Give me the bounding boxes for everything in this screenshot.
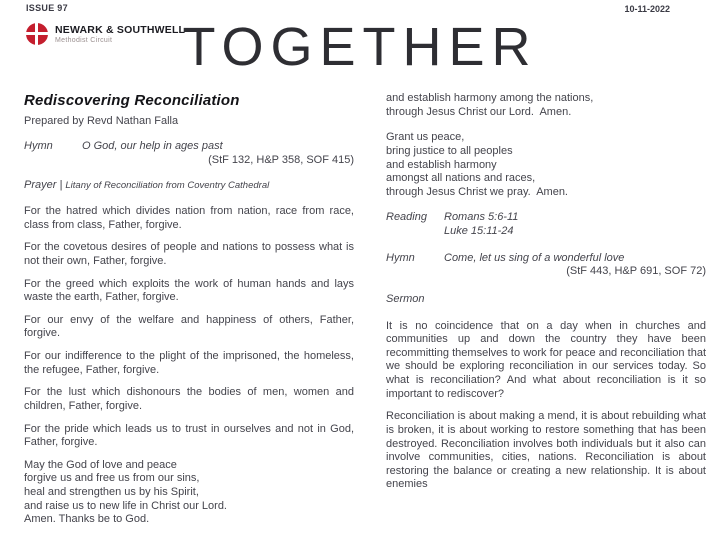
peace-prayer-line: amongst all nations and races, [386, 172, 536, 185]
hymn-reference: (StF 443, H&P 691, SOF 72) [566, 265, 706, 278]
left-column [24, 92, 354, 539]
newsletter-body [0, 90, 720, 539]
article-heading: Rediscovering Reconciliation [24, 92, 240, 109]
closing-prayer-line: Amen. Thanks be to God. [24, 513, 150, 526]
hymn-reference: (StF 132, H&P 358, SOF 415) [208, 153, 354, 166]
continuation-line: and establish harmony among the nations, [386, 92, 594, 104]
peace-prayer [386, 131, 706, 199]
reading-reference: Luke 15:11-24 [444, 225, 514, 237]
prayer-heading [24, 179, 354, 193]
sermon-paragraph: Reconciliation is about making a mend, it is about rebuilding what is broken, it is about working to restore something that has been destroyed. Reconciliation involves both individuals but it also can involve communities, cities, nations. Reconciliation is about restoring the balance or creating a new relationship. It is about enemies [386, 410, 706, 491]
sermon-paragraph: It is no coincidence that on a day when in churches and communities up and down the country they have been recommitting themselves to work for peace and reconciliation that we should be exploring reconciliation in our services today. So what is reconciliation? And what about reconciliation is it so important to rediscover? [386, 319, 706, 400]
peace-prayer-line: through Jesus Christ we pray. Amen. [386, 185, 568, 198]
hymn-label: Hymn [24, 140, 53, 153]
closing-prayer-line: heal and strengthen us by his Spirit, [24, 486, 199, 499]
hymn-block-1 [24, 140, 354, 167]
reading-reference: Romans 5:6-11 [444, 211, 519, 224]
litany-paragraph: For the pride which leads us to trust in ourselves and not in God, Father, forgive. [24, 422, 354, 449]
prayer-continuation [386, 92, 706, 119]
peace-prayer-line: bring justice to all peoples [386, 144, 513, 157]
sermon-label: Sermon [386, 292, 425, 305]
prayer-label: Prayer [24, 179, 57, 192]
closing-prayer-line: forgive us and free us from our sins, [24, 472, 200, 485]
issue-number: ISSUE 97 [26, 3, 68, 13]
litany-paragraph: For the greed which exploits the work of human hands and lays waste the earth, Father, forgive. [24, 277, 354, 304]
peace-prayer-line: and establish harmony [386, 158, 497, 171]
newsletter-title: TOGETHER [182, 17, 538, 77]
closing-prayer-line: May the God of love and peace [24, 458, 177, 471]
closing-prayer [24, 459, 354, 527]
litany-paragraph: For the lust which dishonours the bodies of men, women and children, Father, forgive. [24, 386, 354, 412]
circuit-brand [26, 23, 185, 45]
litany-paragraph: For the covetous desires of people and nations to possess what is not their own, Father, forgive. [24, 241, 354, 267]
reading-block [386, 211, 706, 238]
closing-prayer-line: and raise us to new life in Christ our Lord. [24, 499, 227, 512]
methodist-orb-cross-icon [26, 23, 48, 45]
prayer-separator: | [59, 179, 63, 192]
litany-paragraph: For our indifference to the plight of the imprisoned, the homeless, the refugee, Father, forgive. [24, 350, 354, 376]
right-column [386, 92, 706, 539]
prayer-source: Litany of Reconciliation from Coventry Cathedral [65, 180, 270, 192]
reading-label: Reading [386, 211, 427, 224]
litany-paragraphs [24, 205, 354, 450]
org-subtitle: Methodist Circuit [55, 37, 113, 44]
sermon-paragraphs [386, 320, 706, 493]
litany-paragraph: For our envy of the welfare and happiness of others, Father, forgive. [24, 313, 354, 340]
article-byline: Prepared by Revd Nathan Falla [24, 114, 179, 127]
brand-text [55, 23, 185, 44]
hymn-title: Come, let us sing of a wonderful love [444, 251, 625, 264]
litany-paragraph: For the hatred which divides nation from nation, race from race, class from class, Father, forgive. [24, 205, 354, 231]
hymn-label: Hymn [386, 251, 415, 264]
org-name: NEWARK & SOUTHWELL [55, 24, 186, 36]
issue-date: 10-11-2022 [624, 4, 670, 14]
newsletter-header [0, 0, 720, 90]
hymn-block-2 [386, 252, 706, 279]
continuation-line: through Jesus Christ our Lord. Amen. [386, 105, 572, 118]
hymn-row [24, 140, 354, 154]
hymn-row [386, 252, 706, 266]
reading-references [444, 211, 518, 238]
hymn-title: O God, our help in ages past [82, 140, 223, 153]
peace-prayer-line: Grant us peace, [386, 131, 465, 144]
